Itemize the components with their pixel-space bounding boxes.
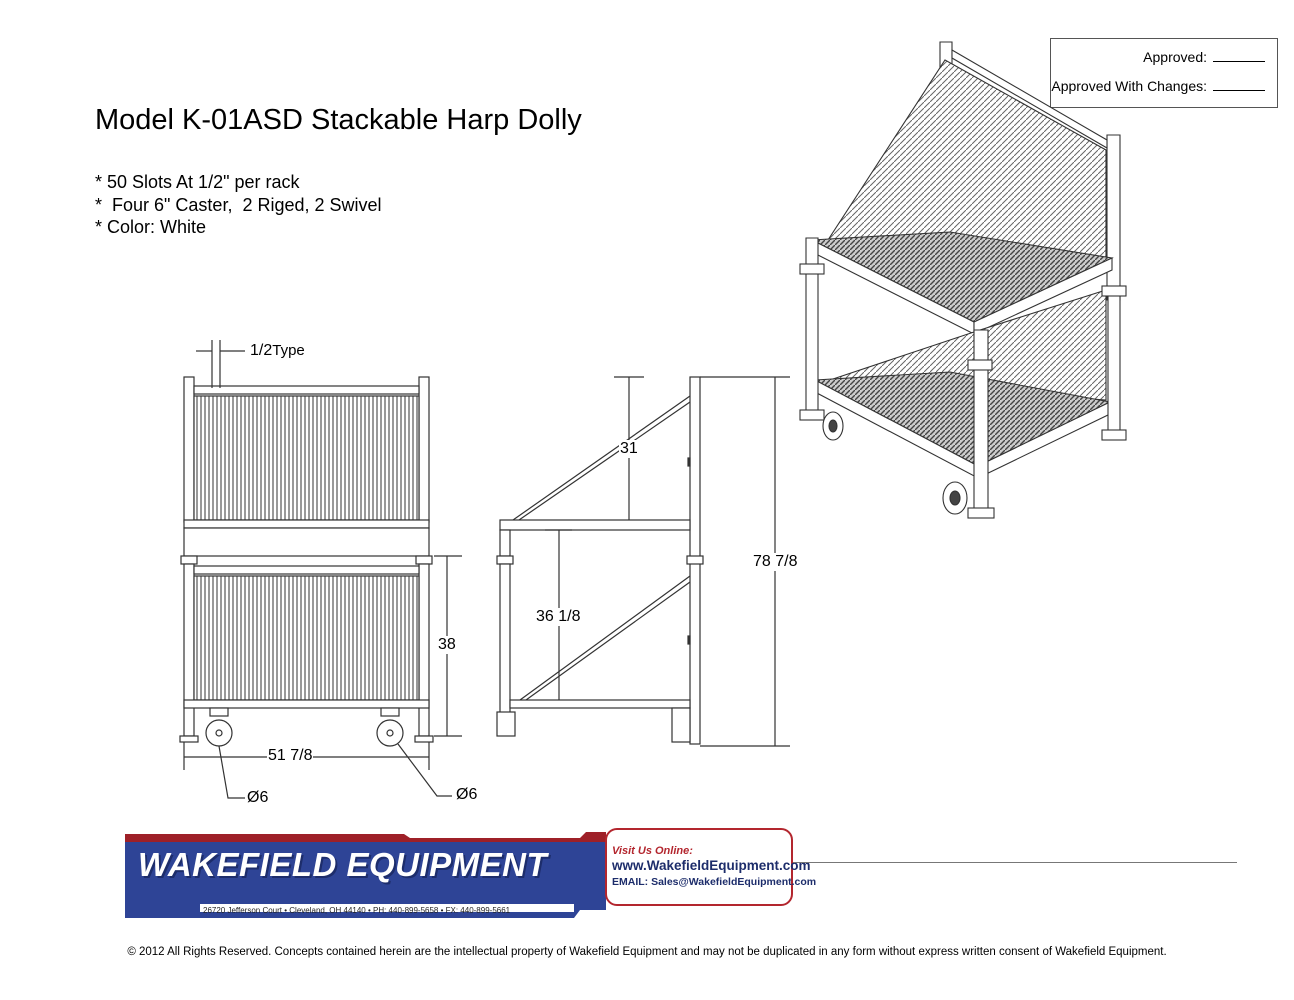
dim-slot-pitch: [249, 342, 306, 360]
spec-line-casters: * Four 6" Caster, 2 Riged, 2 Swivel: [95, 195, 382, 215]
dim-overall-height: 78 7/8: [753, 553, 798, 570]
company-name: WAKEFIELD EQUIPMENT: [138, 846, 548, 883]
footer-divider: [793, 862, 1237, 863]
drawing-title: Model K-01ASD Stackable Harp Dolly: [95, 104, 582, 136]
dim-caster-left: Ø6: [247, 789, 269, 806]
approved-changes-label: Approved With Changes:: [1051, 78, 1207, 94]
dim-slot-pitch-note: Type: [272, 342, 305, 359]
dim-width: 51 7/8: [268, 747, 313, 764]
spec-line-slots: * 50 Slots At 1/2" per rack: [95, 172, 300, 192]
approved-label: Approved:: [1143, 49, 1207, 65]
dim-caster-right: Ø6: [456, 786, 478, 803]
dim-upper-depth: 31: [620, 440, 638, 457]
email-link[interactable]: EMAIL: Sales@WakefieldEquipment.com: [612, 876, 817, 888]
spec-line-color: * Color: White: [95, 217, 207, 237]
front-view: [180, 340, 462, 798]
dim-slot-pitch-value: 1/2: [250, 342, 273, 359]
company-address: 26720 Jefferson Court • Cleveland, OH 44140 • PH: 440-899-5658 • FX: 440-899-5661: [203, 906, 511, 915]
visit-online-label: Visit Us Online:: [612, 845, 693, 857]
side-view: [497, 377, 790, 746]
dim-lower-depth: 36 1/8: [536, 608, 581, 625]
dim-lower-height: 38: [438, 636, 456, 653]
isometric-view: [800, 42, 1126, 518]
website-link[interactable]: www.WakefieldEquipment.com: [612, 858, 811, 873]
copyright-notice: © 2012 All Rights Reserved. Concepts contained herein are the intellectual property of Wakefield Equipment and may not be duplicated in any form without express written consent of Wakefield Equipment.: [127, 946, 1167, 958]
